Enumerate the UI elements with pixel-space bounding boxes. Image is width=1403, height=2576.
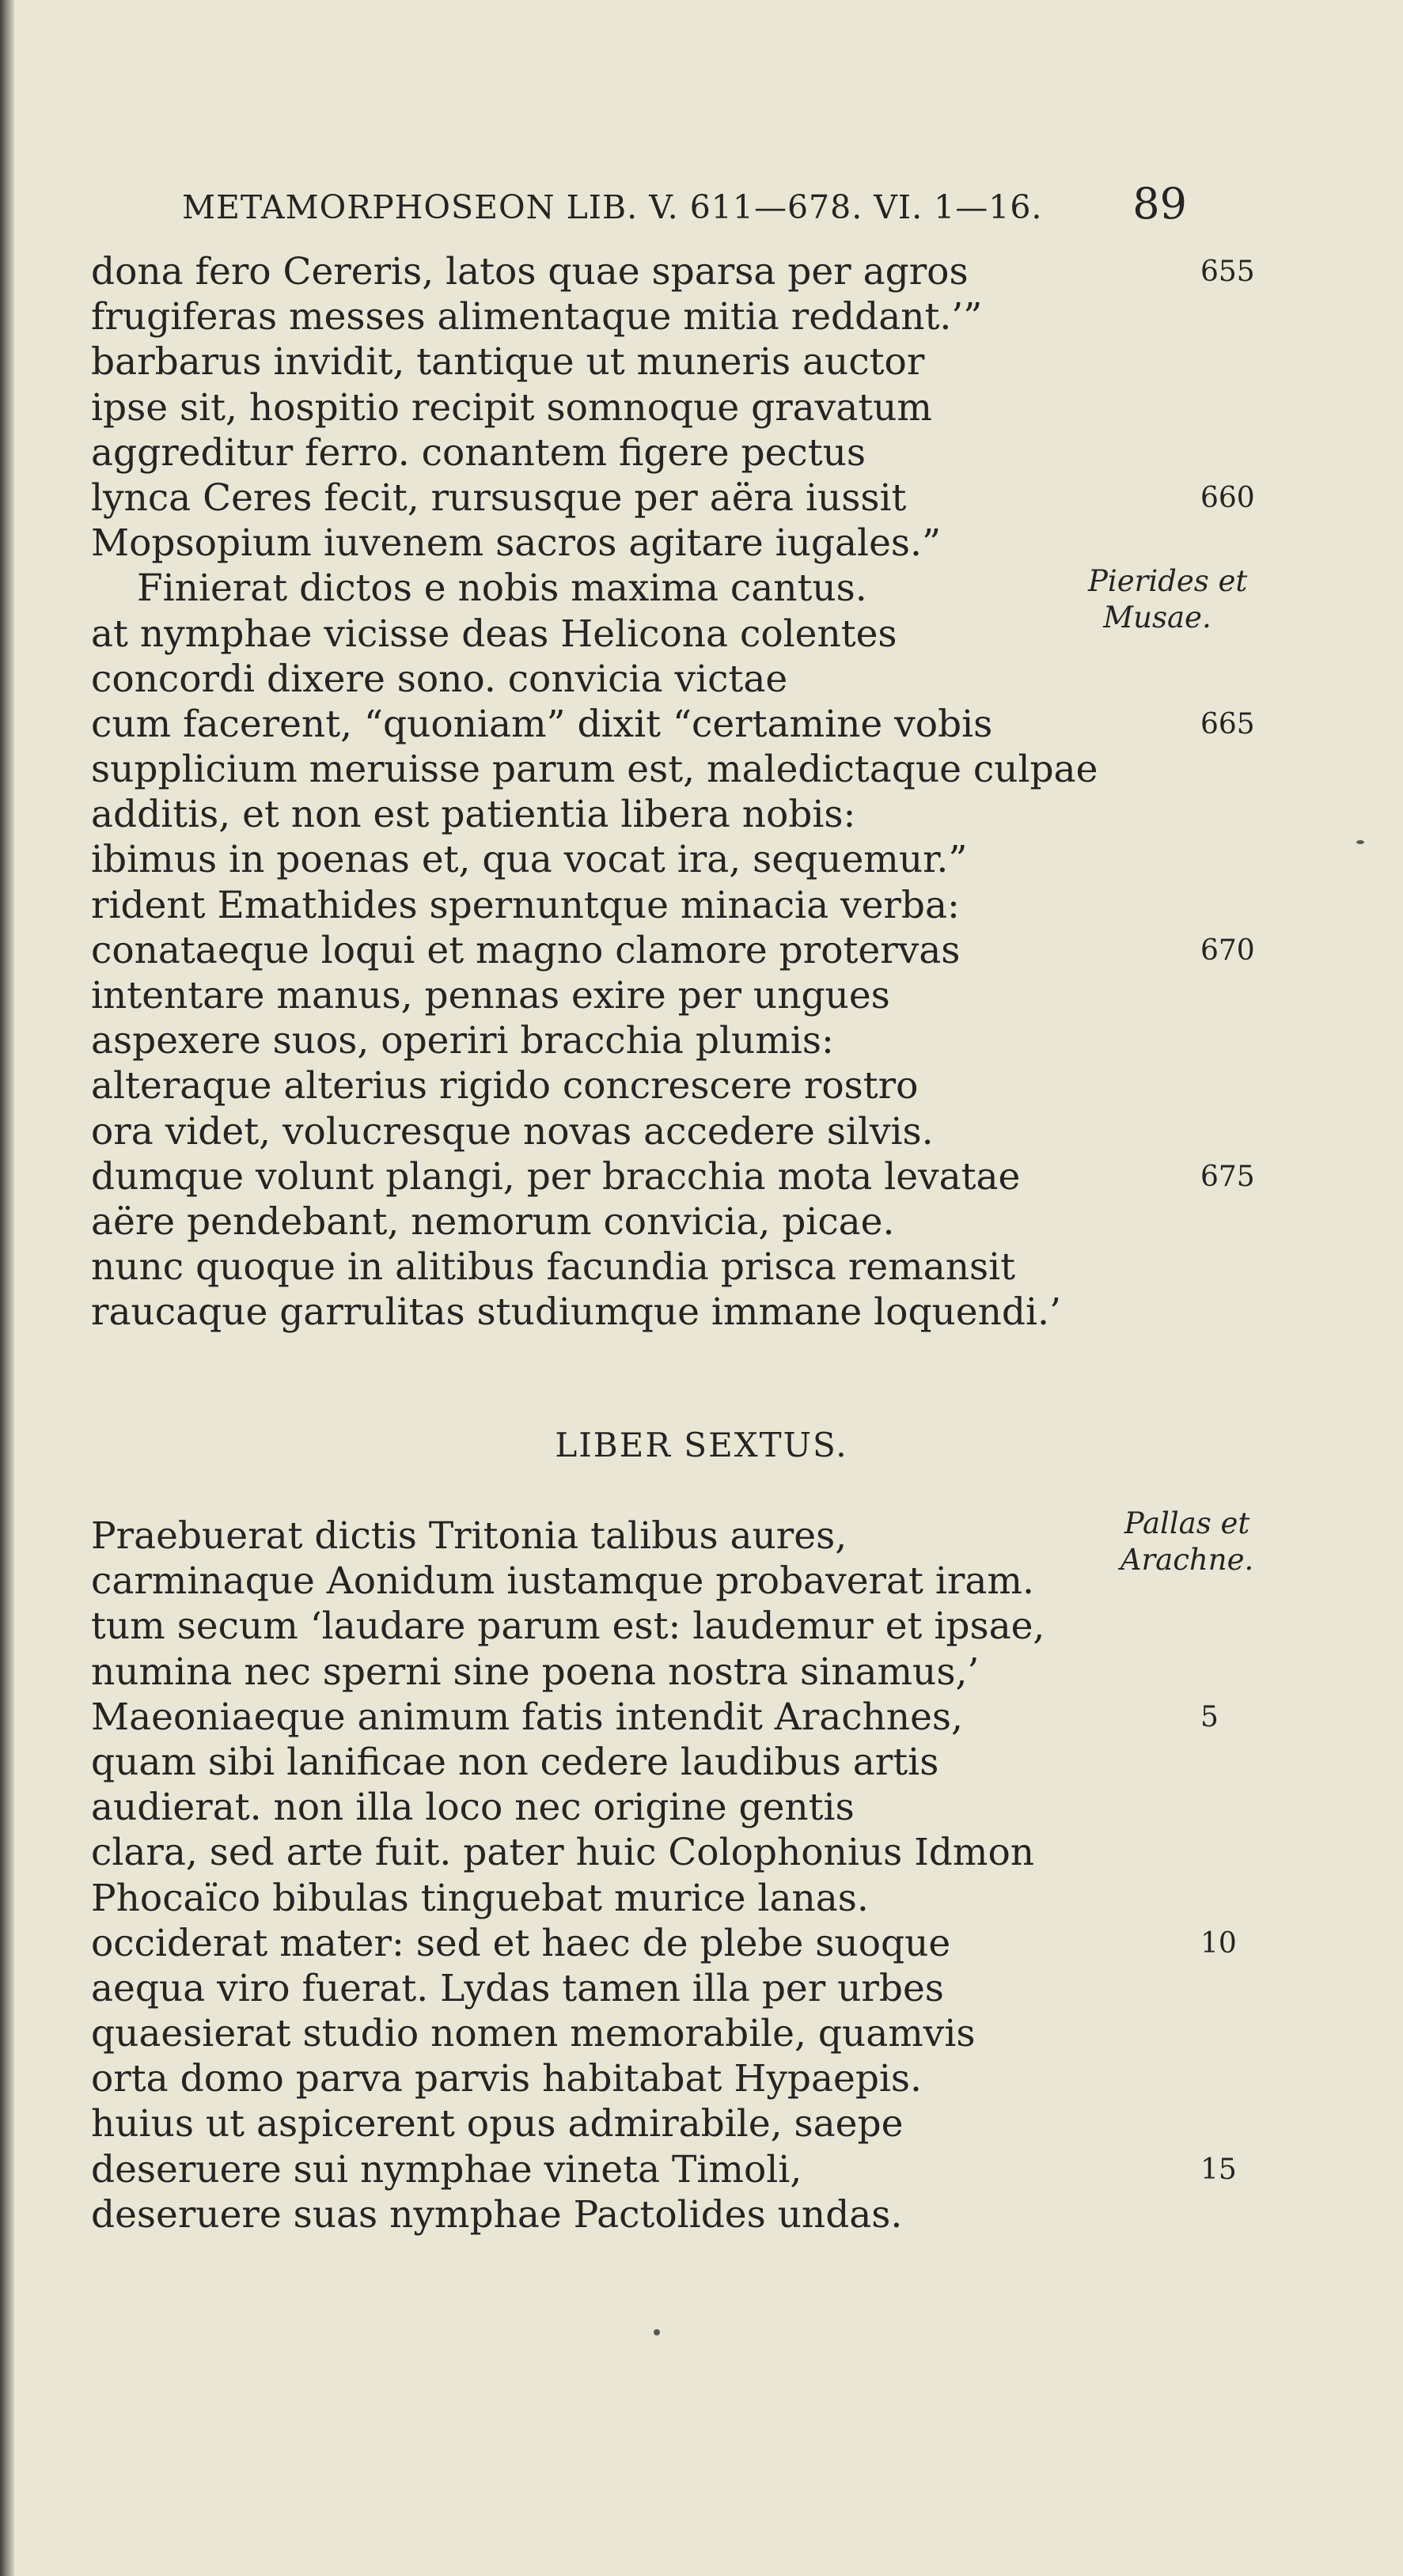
marginal-note-line: Arachne. [1120, 1543, 1254, 1577]
verse-text: clara, sed arte fuit. pater huic Colophonius Idmon [91, 1831, 1035, 1875]
verse-text: audierat. non illa loco nec origine gentis [91, 1786, 855, 1830]
verse-text: Maeoniaeque animum fatis intendit Arachnes, [91, 1695, 963, 1739]
marginal-note-pierides [1088, 563, 1248, 636]
verse-text: aggreditur ferro. conantem figere pectus [91, 430, 866, 475]
verse-text: tum secum ‘laudare parum est: laudemur et ipsae, [91, 1604, 1045, 1649]
page-header [182, 174, 1187, 229]
verse-text: frugiferas messes alimentaque mitia reddant.’” [91, 295, 983, 339]
verse-text: occiderat mater: sed et haec de plebe suoque [91, 1921, 951, 1965]
marginal-note-line: Pierides et [1088, 564, 1248, 598]
verse-line [91, 792, 1341, 837]
verse-line [91, 430, 1341, 475]
line-number: 10 [1200, 1926, 1237, 1960]
book-vi-verse-block [91, 1513, 1341, 2237]
verse-text: Mopsopium iuvenem sacros agitare iugales.” [91, 521, 941, 566]
verse-line [91, 973, 1341, 1018]
verse-line [91, 339, 1341, 385]
verse-text: dona fero Cereris, latos quae sparsa per agros [91, 250, 969, 294]
verse-line [91, 1244, 1341, 1290]
verse-text: ora videt, volucresque novas accedere silvis. [91, 1109, 934, 1154]
verse-text: alteraque alterius rigido concrescere rostro [91, 1064, 919, 1108]
marginal-note-line: Pallas et [1124, 1506, 1250, 1540]
book-title: LIBER SEXTUS. [555, 1426, 848, 1464]
verse-line [91, 1876, 1341, 1921]
line-number: 665 [1200, 707, 1255, 741]
verse-line [91, 294, 1341, 339]
marginal-note-pallas [1108, 1506, 1266, 1578]
verse-text: dumque volunt plangi, per bracchia mota levatae [91, 1154, 1021, 1199]
verse-line [91, 657, 1341, 702]
verse-text: raucaque garrulitas studiumque immane loquendi.’ [91, 1290, 1061, 1335]
verse-line [91, 1604, 1341, 1649]
verse-text: numina nec sperni sine poena nostra sinamus,’ [91, 1650, 980, 1694]
verse-text: rident Emathides spernuntque minacia verba: [91, 883, 960, 927]
page-binding-edge [0, 0, 14, 2576]
line-number: 675 [1200, 1160, 1255, 1193]
verse-line [91, 2056, 1341, 2101]
verse-text: aequa viro fuerat. Lydas tamen illa per urbes [91, 1966, 944, 2010]
verse-line [91, 1740, 1341, 1785]
verse-line [91, 1966, 1341, 2011]
line-number: 670 [1200, 934, 1255, 967]
verse-text: ipse sit, hospitio recipit somnoque gravatum [91, 385, 932, 430]
verse-line [91, 702, 1341, 747]
verse-line [91, 2192, 1341, 2237]
verse-line [91, 1695, 1341, 1740]
verse-line [91, 928, 1341, 973]
line-number: 655 [1200, 256, 1255, 288]
verse-line [91, 1650, 1341, 1695]
verse-text: nunc quoque in alitibus facundia prisca remansit [91, 1245, 1016, 1290]
verse-text: supplicium meruisse parum est, maledictaque culpae [91, 748, 1098, 792]
verse-line [91, 385, 1341, 430]
verse-text: at nymphae vicisse deas Helicona colentes [91, 612, 897, 656]
verse-text: deseruere suas nymphae Pactolides undas. [91, 2192, 903, 2237]
verse-line [91, 1109, 1341, 1154]
verse-line [91, 1830, 1341, 1875]
verse-text: orta domo parva parvis habitabat Hypaepis. [91, 2057, 922, 2101]
line-number: 15 [1200, 2153, 1237, 2186]
line-number: 5 [1200, 1700, 1219, 1733]
verse-text: deseruere sui nymphae vineta Timoli, [91, 2147, 802, 2191]
verse-text: carminaque Aonidum iustamque probaverat iram. [91, 1559, 1034, 1604]
verse-line [91, 1063, 1341, 1108]
book-v-verse-block [91, 249, 1341, 1335]
verse-text: intentare manus, pennas exire per ungues [91, 974, 890, 1017]
verse-line [91, 1018, 1341, 1063]
page-number: 89 [1132, 179, 1187, 229]
verse-line [91, 1199, 1341, 1244]
verse-text: ibimus in poenas et, qua vocat ira, sequemur.” [91, 838, 968, 882]
verse-line [91, 747, 1341, 792]
paper-speck [654, 2329, 660, 2335]
verse-line [91, 1921, 1341, 1966]
line-number: 660 [1200, 481, 1255, 514]
verse-text: aëre pendebant, nemorum convicia, picae. [91, 1199, 895, 1244]
verse-text: concordi dixere sono. convicia victae [91, 657, 788, 701]
verse-line [91, 837, 1341, 882]
verse-text: cum facerent, “quoniam” dixit “certamine vobis [91, 702, 993, 746]
running-head: METAMORPHOSEON LIB. V. 611—678. VI. 1—16. [182, 188, 1043, 226]
paper-speck [1356, 840, 1364, 844]
verse-line [91, 883, 1341, 928]
verse-line [91, 2011, 1341, 2056]
verse-line [91, 249, 1341, 294]
verse-line [91, 475, 1341, 521]
verse-text: barbarus invidit, tantique ut muneris auctor [91, 340, 925, 385]
verse-text: quaesierat studio nomen memorabile, quamvis [91, 2012, 976, 2056]
verse-text: additis, et non est patientia libera nobis: [91, 793, 856, 837]
verse-text: Praebuerat dictis Tritonia talibus aures, [91, 1514, 847, 1558]
verse-text: quam sibi lanificae non cedere laudibus artis [91, 1740, 939, 1784]
verse-text: lyncа Ceres fecit, rursusque per aëra iussit [91, 475, 907, 520]
verse-text: Finierat dictos e nobis maxima cantus. [137, 566, 867, 611]
verse-line [91, 1785, 1341, 1830]
verse-text: conataeque loqui et magno clamore protervas [91, 928, 961, 972]
verse-line [91, 1154, 1341, 1199]
verse-line [91, 521, 1341, 566]
marginal-note-line: Musae. [1103, 600, 1212, 635]
verse-text: aspexere suos, operiri bracchia plumis: [91, 1019, 834, 1063]
verse-line [91, 2147, 1341, 2192]
verse-line [91, 1290, 1341, 1335]
verse-text: Phocaïco bibulas tinguebat murice lanas. [91, 1876, 869, 1920]
verse-line [91, 2101, 1341, 2146]
verse-text: huius ut aspicerent opus admirabile, saepe [91, 2102, 904, 2146]
